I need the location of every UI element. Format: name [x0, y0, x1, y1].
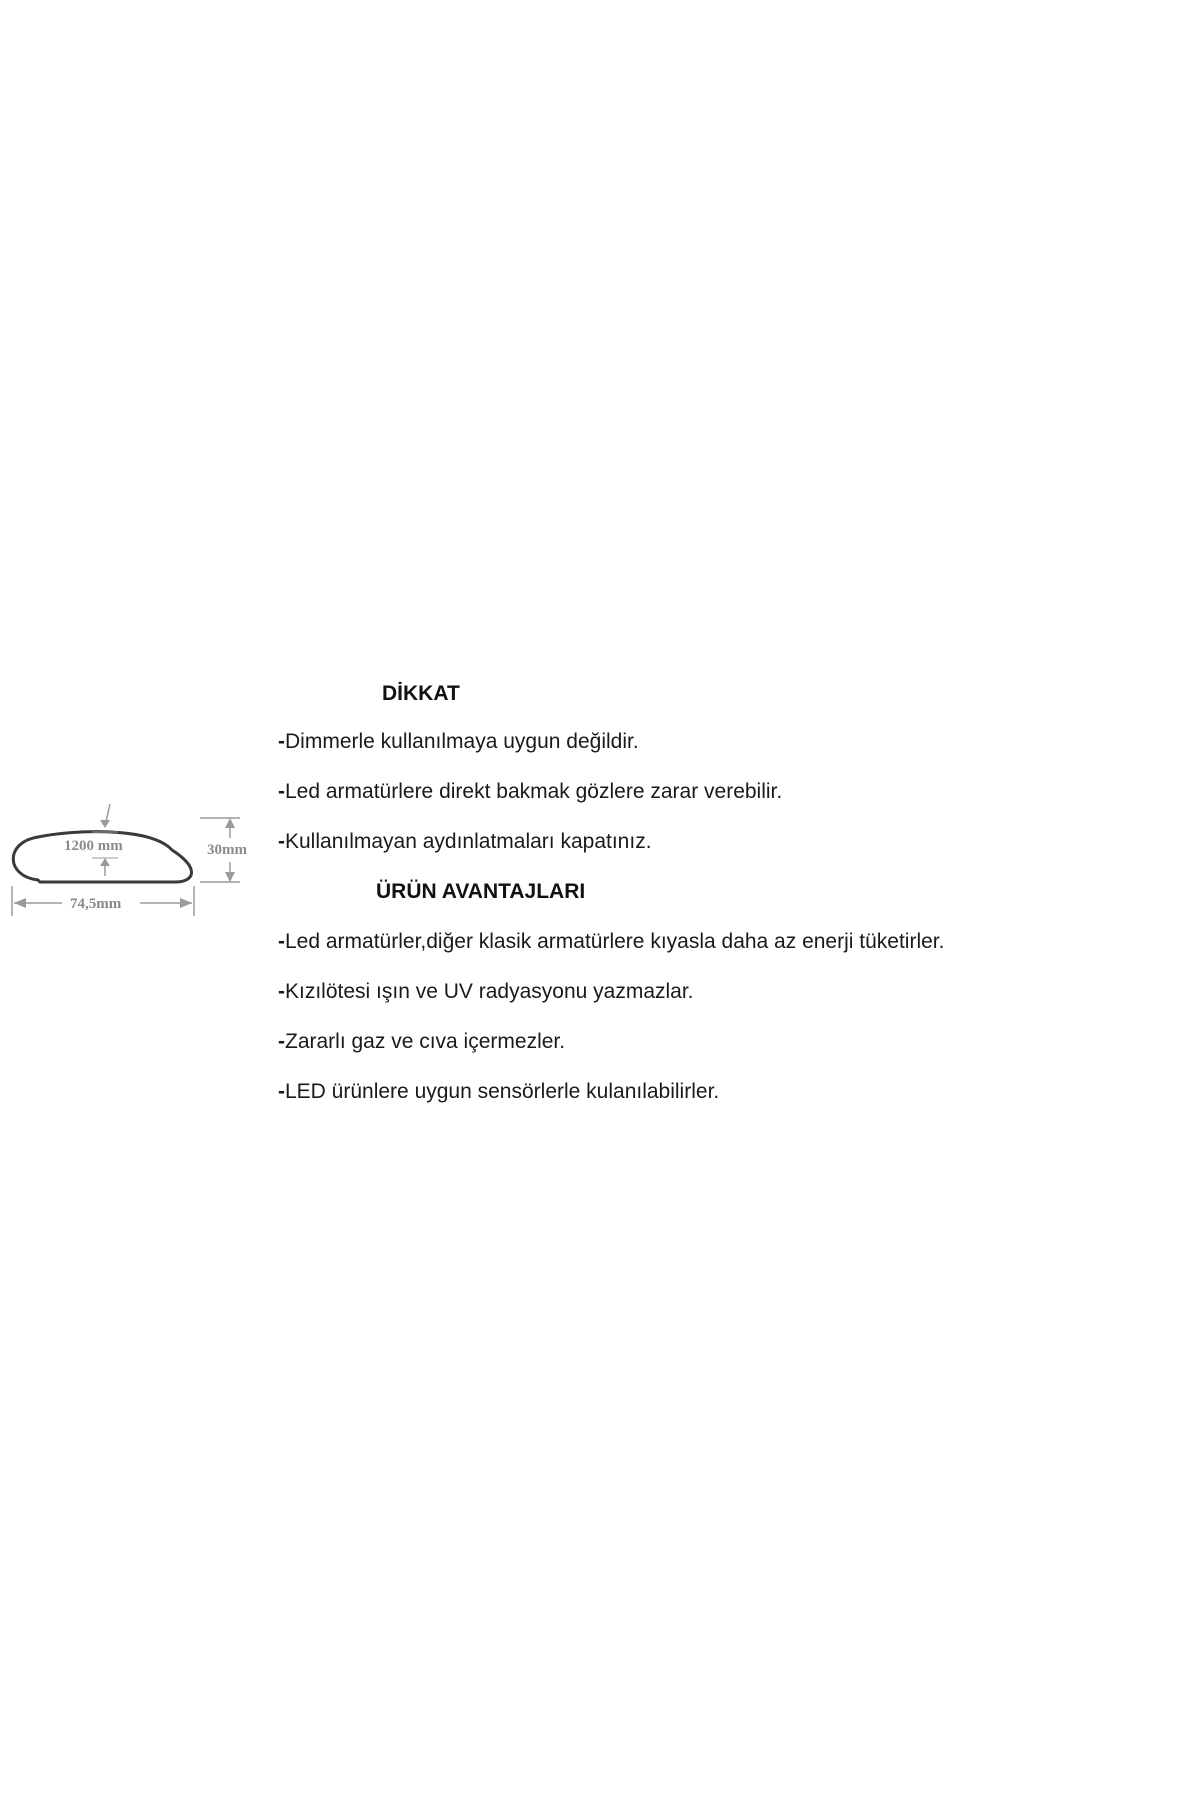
warning-item: [278, 730, 639, 754]
warning-item-text: Dimmerle kullanılmaya uygun değildir.: [285, 730, 639, 753]
bullet-dash: -: [278, 780, 285, 803]
height-arrow-head-bottom: [225, 872, 235, 882]
warning-item: [278, 830, 652, 854]
profile-diagram: [0, 790, 270, 920]
length-label: 1200 mm: [64, 838, 123, 854]
width-label: 74,5mm: [70, 896, 122, 912]
warning-heading: DİKKAT: [382, 682, 460, 705]
advantage-item: [278, 1030, 565, 1054]
height-arrow-head-top: [225, 818, 235, 828]
advantage-item-text: Led armatürler,diğer klasik armatürlere kıyasla daha az enerji tüketirler.: [285, 930, 945, 953]
advantages-heading: ÜRÜN AVANTAJLARI: [376, 880, 586, 903]
warning-item-text: Led armatürlere direkt bakmak gözlere zarar verebilir.: [285, 780, 783, 803]
width-arrow-head-left: [14, 898, 26, 908]
advantage-item: [278, 980, 694, 1004]
profile-drawing: [0, 790, 270, 920]
bullet-dash: -: [278, 930, 285, 953]
warning-item: [278, 780, 782, 804]
bullet-dash: -: [278, 730, 285, 753]
inner-arrow-head-bottom: [100, 858, 110, 866]
width-arrow-head-right: [180, 898, 192, 908]
height-label: 30mm: [207, 842, 247, 858]
inner-arrow-head-top: [100, 820, 110, 828]
bullet-dash: -: [278, 830, 285, 853]
advantage-item-text: Zararlı gaz ve cıva içermezler.: [285, 1030, 566, 1053]
advantage-item: [278, 930, 944, 954]
bullet-dash: -: [278, 980, 285, 1003]
advantage-item-text: LED ürünlere uygun sensörlerle kulanılabilirler.: [285, 1080, 720, 1103]
advantage-item-text: Kızılötesi ışın ve UV radyasyonu yazmazlar.: [285, 980, 694, 1003]
bullet-dash: -: [278, 1030, 285, 1053]
warning-item-text: Kullanılmayan aydınlatmaları kapatınız.: [285, 830, 652, 853]
bullet-dash: -: [278, 1080, 285, 1103]
advantage-item: [278, 1080, 719, 1104]
